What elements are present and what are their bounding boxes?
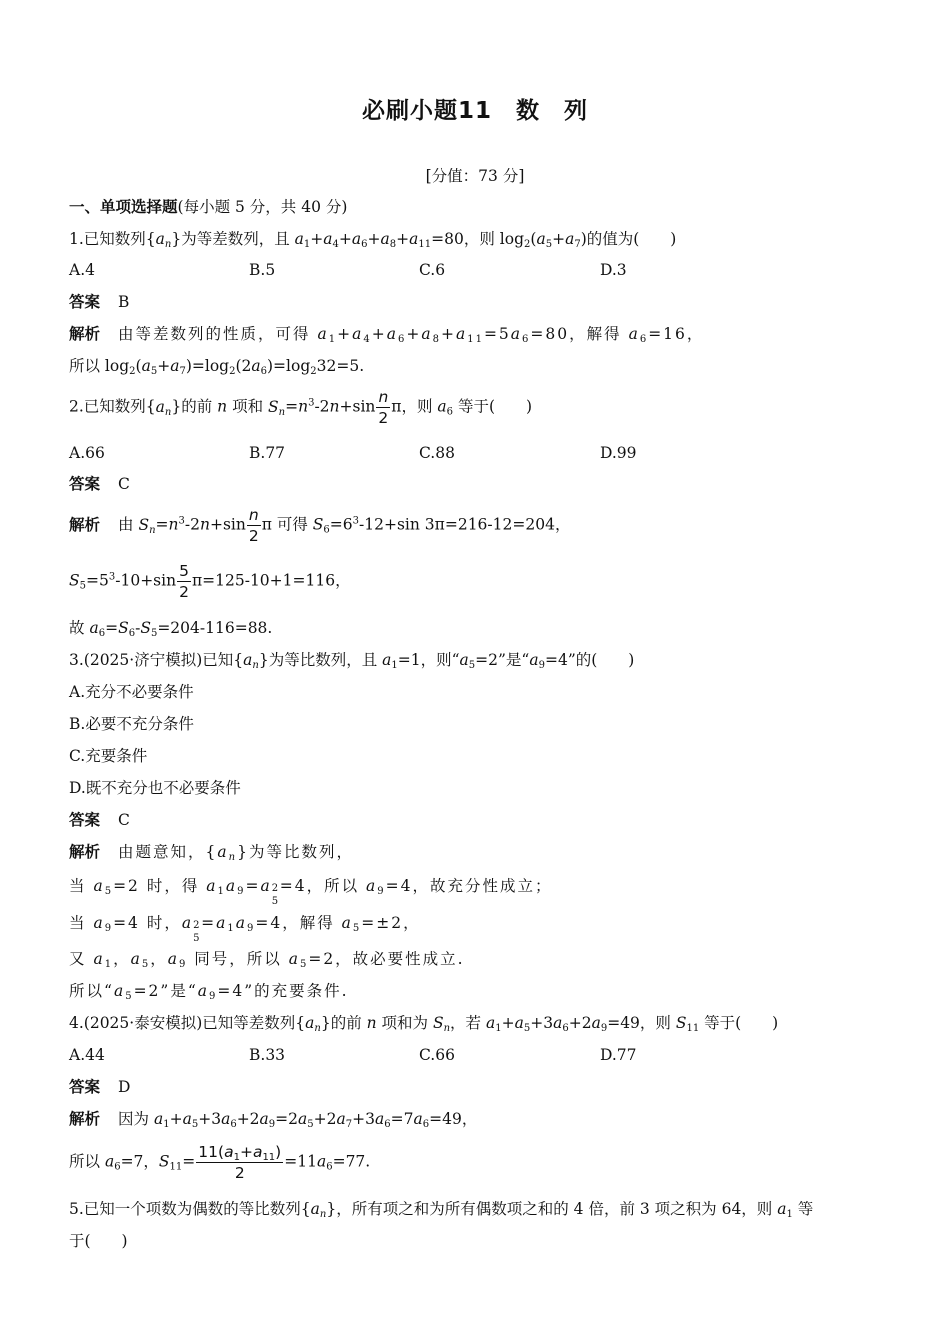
option-b: B.必要不充分条件	[69, 715, 194, 733]
question-1-analysis: 解析 由等差数列的性质，可得 $a_1+a_4+a_6+a_8+a_{11}=5a_6=80$，解得 $a_6=16$，	[69, 325, 705, 345]
page-title: 必刷小题11 数 列	[361, 98, 588, 124]
option-a: A.4	[69, 261, 95, 279]
option-a: A.44	[69, 1046, 105, 1064]
question-4-stem: 4.(2025·泰安模拟)已知等差数列$\{a_n\}$的前 n 项和为 $S_n$，若 $a_1+a_5+3a_6+2a_9=49$，则 $S_{11}$ 等于( )	[69, 1014, 779, 1034]
question-2-analysis-2: $S_5=5^3-10+\sin$ $\frac{5}{2}$ π=125-10+1=116，	[69, 562, 351, 601]
question-3-analysis-4: 又 $a_1$，$a_5$，$a_9$ 同号，所以 $a_5=2$，故必要性成立.	[69, 950, 465, 970]
question-3-analysis: 解析 由题意知，$\{a_n\}$为等比数列，	[69, 843, 354, 863]
question-3-analysis-2: 当 $a_5=2$ 时，得 $a_1a_9=a$ 2 5 =4，所以 $a_9=4$，故充分性成立；	[69, 877, 553, 907]
question-3-analysis-3: 当 $a_9=4$ 时，a 2 5 $=a_1a_9=4$，解得 $a_5=\pm 2$，	[69, 914, 421, 944]
option-a: A.66	[69, 444, 105, 462]
option-c: C.88	[419, 444, 455, 462]
question-1-answer: 答案 B	[69, 293, 130, 311]
score-note: [分值：73 分]	[425, 167, 525, 185]
question-2-stem: 2.已知数列$\{a_n\}$的前 n 项和 $S_n=n^3-2n+\sin$ $\frac{n}{2}$ π，则 $a_6$ 等于( )	[69, 388, 533, 427]
question-5-stem-2: 于( )	[69, 1232, 128, 1250]
question-4-options	[69, 1044, 869, 1066]
question-2-analysis: 解析 由 $S_n=n^3-2n+\sin$ $\frac{n}{2}$ π 可得 $S_6=6^3-12+\sin$ 3π=216-12=204，	[69, 506, 571, 545]
question-1-stem: 1.已知数列$\{a_n\}$为等差数列，且 $a_1+a_4+a_6+a_8+a_{11}=80$，则 $\log_2(a_5+a_7)$的值为( )	[69, 230, 677, 250]
option-d: D.77	[600, 1046, 637, 1064]
question-2-analysis-3: 故 $a_6=S_6-S_5=204-116=88$.	[69, 619, 273, 639]
question-4-analysis: 解析 因为 $a_1+a_5+3a_6+2a_9=2a_5+2a_7+3a_6=7a_6=49$，	[69, 1110, 478, 1130]
question-5-stem: 5.已知一个项数为偶数的等比数列$\{a_n\}$，所有项之和为所有偶数项之和的 4 倍，前 3 项之积为 64，则 $a_1$ 等	[69, 1200, 814, 1220]
option-b: B.33	[249, 1046, 286, 1064]
option-c: C.充要条件	[69, 747, 148, 765]
question-2-answer: 答案 C	[69, 475, 130, 493]
question-2-options	[69, 442, 869, 464]
question-3-stem: 3.(2025·济宁模拟)已知$\{a_n\}$为等比数列，且 $a_1=1$，则“$a_5=2$”是“$a_9=4$”的( )	[69, 651, 635, 671]
question-1-analysis-2: 所以 $\log_2(a_5+a_7)=\log_2(2a_6)=\log_232=5$.	[69, 357, 365, 377]
option-a: A.充分不必要条件	[69, 683, 194, 701]
option-b: B.5	[249, 261, 276, 279]
question-3-analysis-5: 所以“$a_5=2$”是“$a_9=4$”的充要条件.	[69, 982, 349, 1002]
question-4-answer: 答案 D	[69, 1078, 131, 1096]
question-1-options	[69, 259, 869, 281]
question-3-answer: 答案 C	[69, 811, 130, 829]
section-heading: 一、单项选择题(每小题 5 分，共 40 分)	[69, 198, 348, 216]
option-d: D.3	[600, 261, 627, 279]
option-d: D.既不充分也不必要条件	[69, 779, 241, 797]
option-b: B.77	[249, 444, 286, 462]
option-d: D.99	[600, 444, 637, 462]
option-c: C.66	[419, 1046, 455, 1064]
question-4-analysis-2: 所以 $a_6=7$，$S_{11}=$ $\frac{11(a_1+a_{11})}{2}$ $=11a_6=77$.	[69, 1143, 371, 1182]
option-c: C.6	[419, 261, 446, 279]
